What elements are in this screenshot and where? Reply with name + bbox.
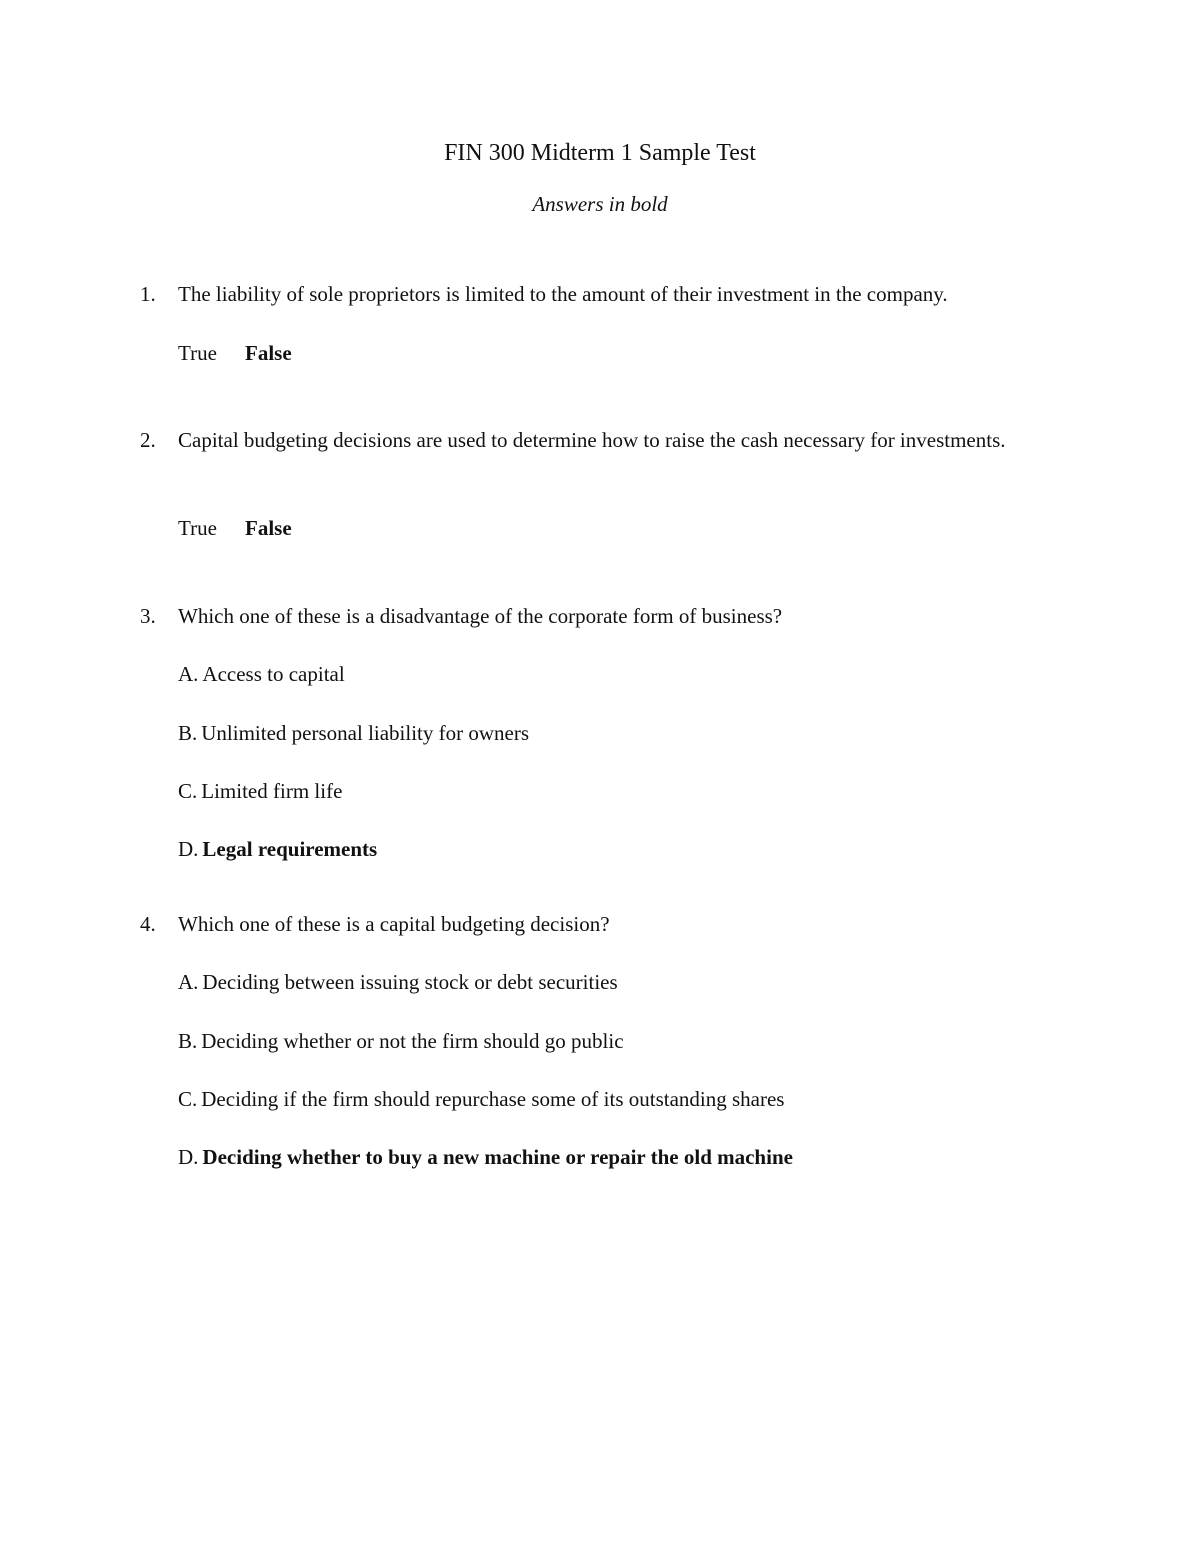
option-letter: A. — [178, 662, 199, 686]
option-letter: D. — [178, 837, 199, 861]
question-text: Which one of these is a disadvantage of the corporate form of business? — [178, 604, 783, 628]
option-text: Deciding if the firm should repurchase some of its outstanding shares — [201, 1087, 785, 1111]
option-b — [178, 1027, 624, 1056]
option-letter: B. — [178, 1029, 198, 1053]
option-false-answer: False — [245, 516, 292, 540]
question-text: Which one of these is a capital budgeting decision? — [178, 912, 610, 936]
page-subtitle: Answers in bold — [532, 192, 668, 216]
option-text: Deciding between issuing stock or debt securities — [202, 970, 618, 994]
option-letter: C. — [178, 779, 198, 803]
question-text: Capital budgeting decisions are used to determine how to raise the cash necessary for investments. — [178, 428, 1006, 452]
option-a — [178, 660, 345, 689]
option-d-answer — [178, 1143, 793, 1172]
option-c — [178, 1085, 784, 1114]
question-text: The liability of sole proprietors is limited to the amount of their investment in the company. — [178, 282, 948, 306]
option-text: Legal requirements — [202, 837, 378, 861]
option-letter: A. — [178, 970, 199, 994]
option-true: True — [178, 341, 217, 365]
option-letter: C. — [178, 1087, 198, 1111]
option-a — [178, 968, 618, 997]
option-d-answer — [178, 835, 377, 864]
question-number: 2. — [140, 428, 156, 452]
page-title: FIN 300 Midterm 1 Sample Test — [444, 140, 756, 166]
option-text: Access to capital — [202, 662, 345, 686]
option-c — [178, 777, 342, 806]
question-number: 1. — [140, 282, 156, 306]
option-letter: D. — [178, 1145, 199, 1169]
option-text: Deciding whether or not the firm should go public — [201, 1029, 624, 1053]
option-b — [178, 719, 529, 748]
option-text: Deciding whether to buy a new machine or repair the old machine — [202, 1145, 793, 1169]
option-true: True — [178, 516, 217, 540]
option-false-answer: False — [245, 341, 292, 365]
question-number: 3. — [140, 604, 156, 628]
option-text: Unlimited personal liability for owners — [201, 721, 530, 745]
option-letter: B. — [178, 721, 198, 745]
question-number: 4. — [140, 912, 156, 936]
option-text: Limited firm life — [201, 779, 343, 803]
